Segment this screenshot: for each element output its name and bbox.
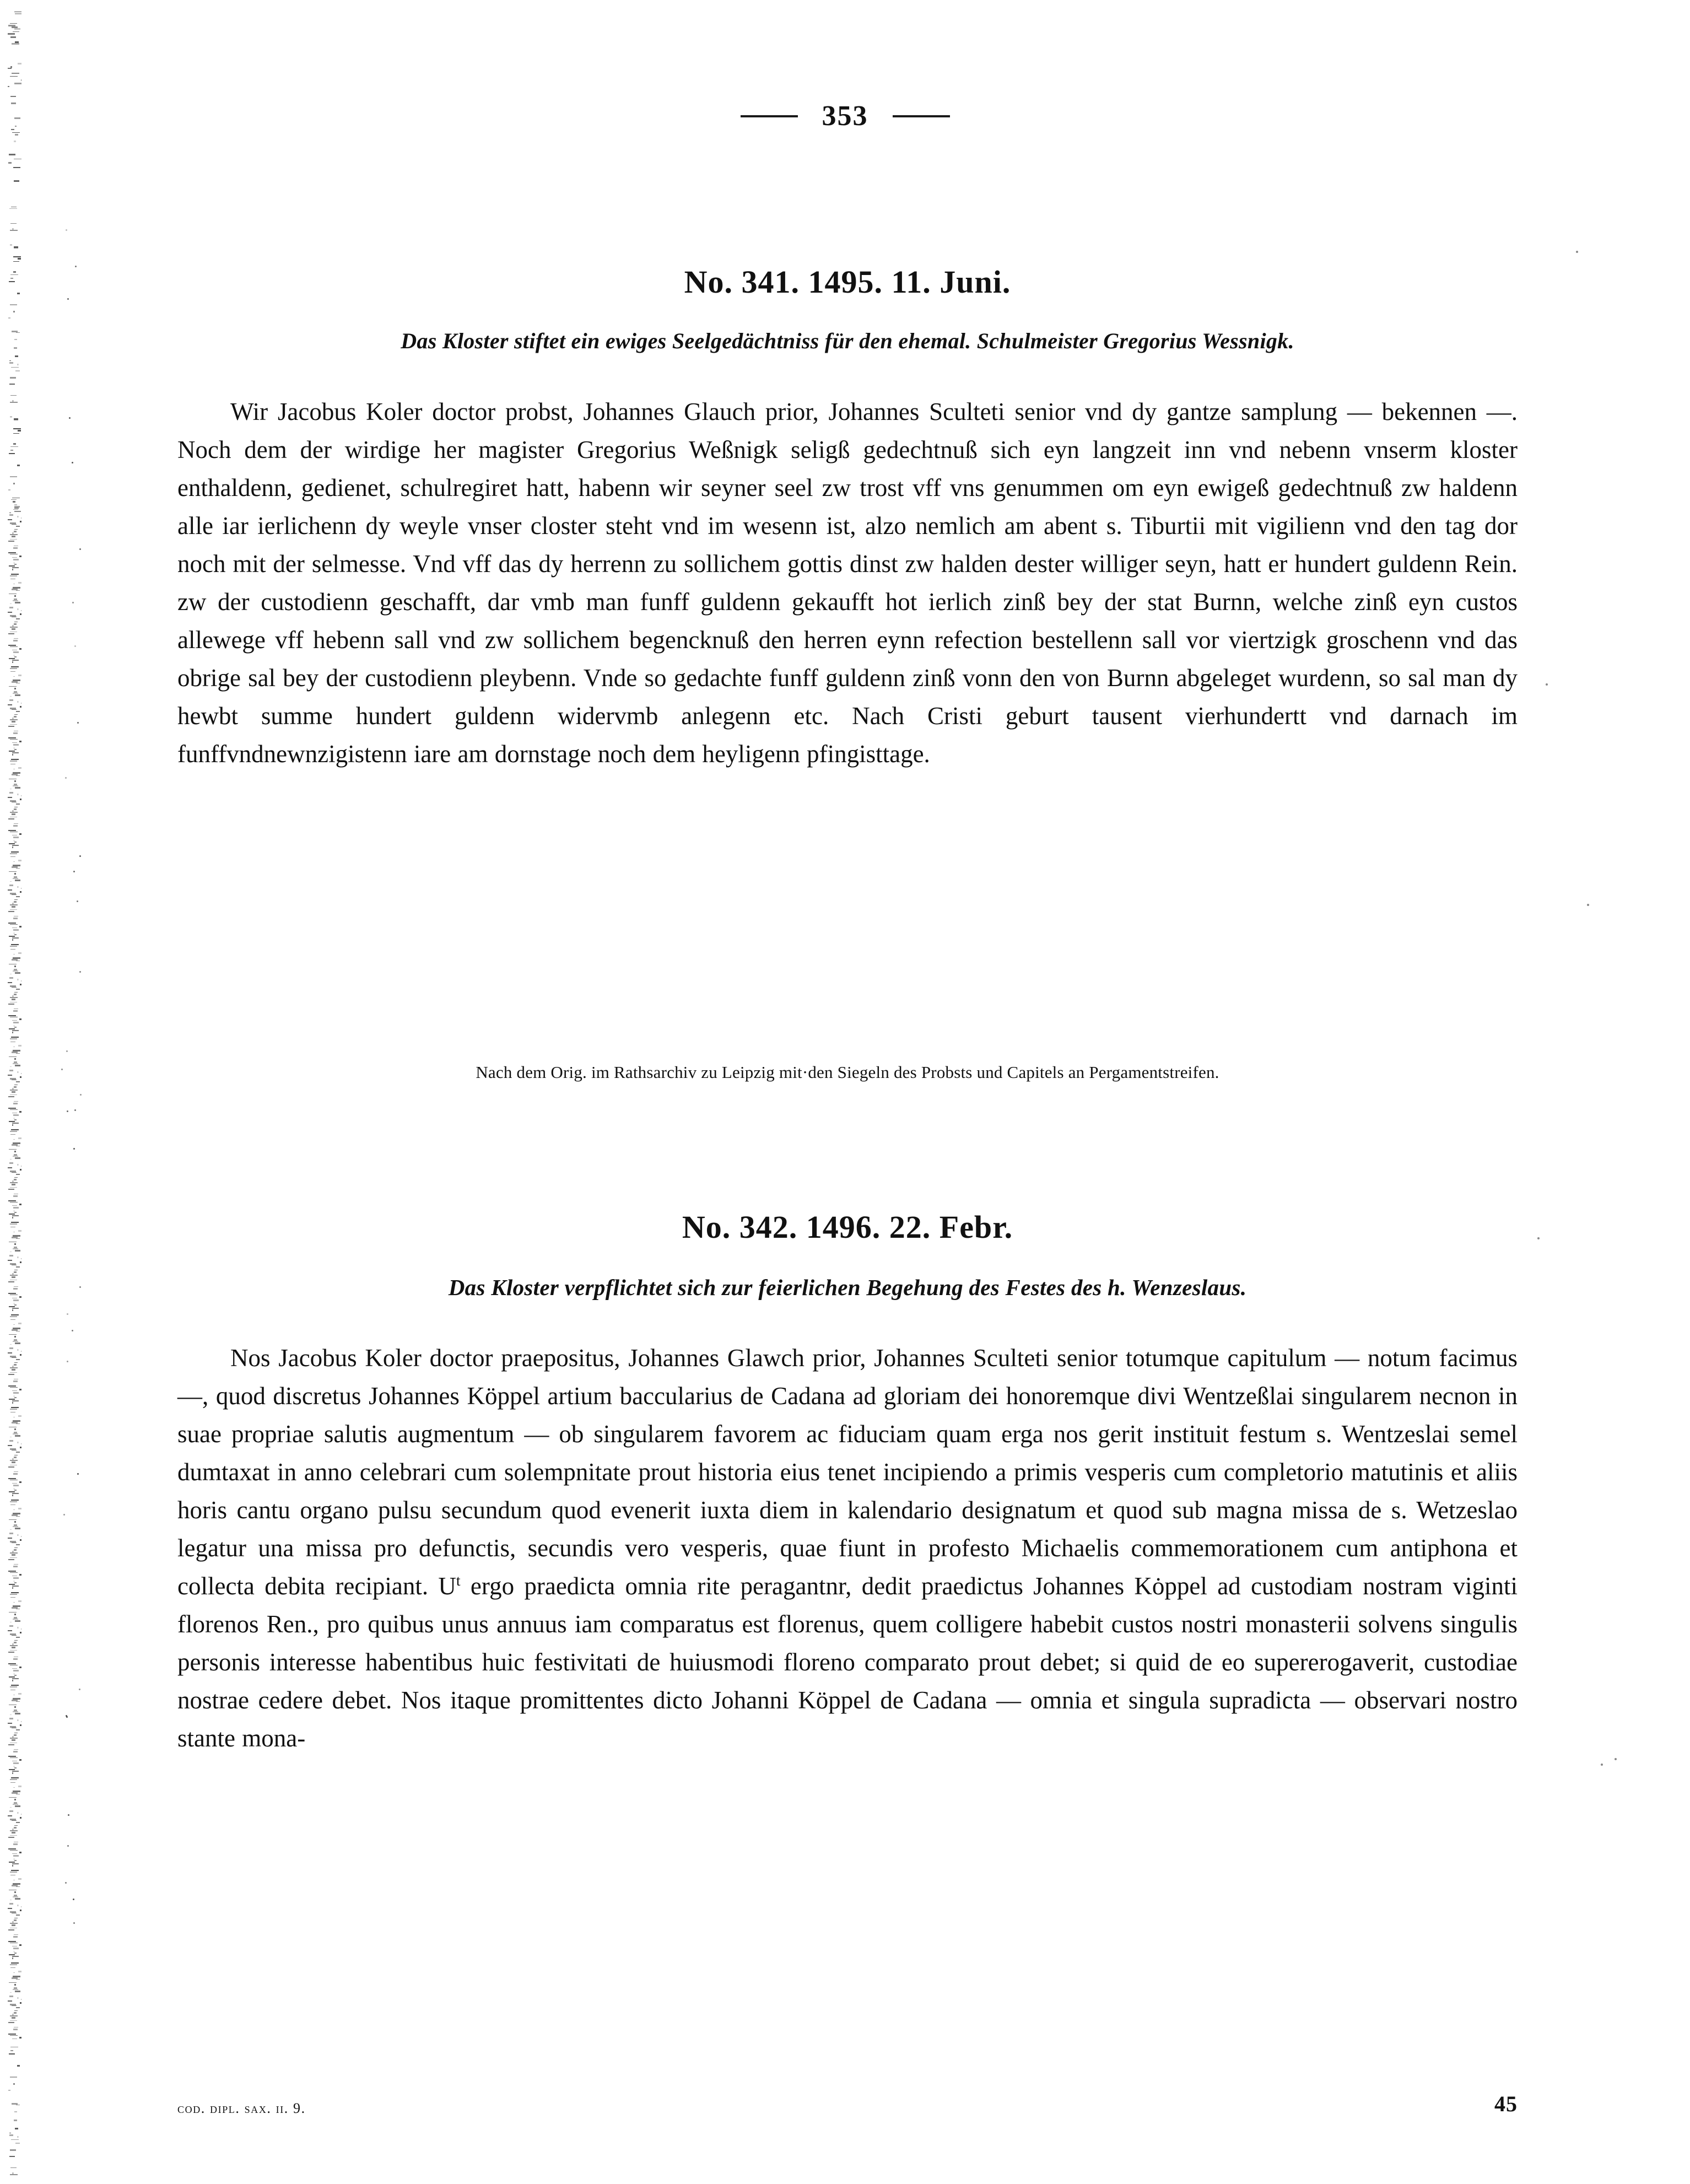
sheet-number: 45 bbox=[1494, 2091, 1518, 2116]
scan-speck bbox=[1576, 251, 1578, 253]
running-head bbox=[0, 102, 1690, 131]
entry-341-body: Wir Jacobus Koler doctor probst, Johannes Glauch prior, Johannes Sculteti senior vnd dy gantze samplung — bekennen —. Noch dem der wirdige her magister Gregorius Weßnigk seligß gedechtnuß sich eyn langzeit inn vnd nebenn vnserm kloster enthaldenn, gedienet, schulregiret hatt, habenn wir seyner seel zw trost vff vns genummen om eyn ewigeß gedechtnuß zw haldenn alle iar ierlichenn dy weyle vnser closter steht vnd im wesenn ist, alzo nemlich am abent s. Tiburtii mit vigilienn vnd den tag dor noch mit der selmesse. Vnd vff das dy herrenn zu sollichem gottis dinst zw halden dester williger seyn, hatt er hundert guldenn Rein. zw der custodienn geschafft, dar vmb man funff guldenn gekaufft hot ierlich zinß bey der stat Burnn, welche zinß eyn custos allewege vff hebenn sall vnd zw sollichem begencknuß den herren eynn refection bestellenn sall vor viertzigk groschenn vnd das obrige sal bey der custodienn pleybenn. Vnde so gedachte funff guldenn zinß vonn den von Burnn abgeleget wurdenn, so sal man dy hewbt summe hundert guldenn widervmb anlegenn etc. Nach Cristi geburt tausent vierhundertt vnd darnach im funffvndnewnzigistenn iare am dornstage noch dem heyligenn pfingisttage. bbox=[177, 398, 1518, 768]
entry-342-body-wrap bbox=[177, 1339, 1518, 1757]
scan-speck bbox=[1546, 683, 1548, 686]
entry-342-title: No. 342. 1496. 22. Febr. bbox=[682, 1209, 1013, 1245]
entry-341-body-wrap bbox=[177, 393, 1518, 773]
rule-dash-right bbox=[893, 115, 950, 117]
scan-speck bbox=[1615, 1758, 1617, 1760]
scan-speck bbox=[1601, 1764, 1603, 1766]
scan-speck bbox=[1537, 1237, 1540, 1239]
rule-dash-left bbox=[741, 115, 798, 117]
entry-342-body-part-2: ergo praedicta omnia rite peragantnr, dedit praedictus Johannes Kȯppel ad custodiam nostram viginti florenos Ren., pro quibus unus annuus iam comparatus est florenus, quem colligere habebit custos nostri monasterii solvens singulis personis interesse habentibus huic festivitati de huiusmodi floreno comparato prout debet; si quid de eo supererogaverit, custodiae nostrae cedere debet. Nos itaque promittentes dicto Johanni Köppel de Cadana — omnia et singula supradicta — observari nostro stante mona- bbox=[177, 1572, 1518, 1752]
entry-341-source-wrap bbox=[177, 1061, 1518, 1084]
signature-mark: cod. dipl. sax. ii. 9. bbox=[177, 2100, 306, 2116]
entry-341 bbox=[177, 265, 1518, 300]
entry-342-subtitle: Das Kloster verpflichtet sich zur feierlichen Begehung des Festes des h. Wenzeslaus. bbox=[448, 1275, 1247, 1300]
abbreviation-superscript: t bbox=[456, 1572, 461, 1589]
page-folio-number: 353 bbox=[822, 100, 868, 132]
entry-342-subtitle-wrap bbox=[177, 1274, 1518, 1301]
entry-341-subtitle-wrap bbox=[177, 328, 1518, 354]
entry-342 bbox=[177, 1210, 1518, 1245]
page-footer bbox=[177, 2091, 1518, 2117]
entry-341-source-note: Nach dem Orig. im Rathsarchiv zu Leipzig mit·den Siegeln des Probsts und Capitels an Pergamentstreifen. bbox=[476, 1063, 1219, 1082]
entry-342-body bbox=[177, 1339, 1518, 1757]
entry-341-subtitle: Das Kloster stiftet ein ewiges Seelgedächtniss für den ehemal. Schulmeister Gregorius Wessnigk. bbox=[401, 328, 1294, 353]
scan-edge-artifact bbox=[8, 0, 22, 2184]
scan-speckle-artifact bbox=[61, 110, 83, 2094]
scan-speck bbox=[1587, 904, 1589, 906]
entry-342-body-part-1: Nos Jacobus Koler doctor praepositus, Johannes Glawch prior, Johannes Sculteti senior totumque capitulum — notum facimus —, quod discretus Johannes Köppel artium baccularius de Cadana ad gloriam dei honoremque divi Wentzeßlai singularem necnon in suae propriae salutis augmentum — ob singularem favorem ac fiduciam quam erga nos gerit instituit festum s. Wentzeslai semel dumtaxat in anno celebrari cum solempnitate prout historia eius tenet incipiendo a primis vesperis cum completorio matutinis et aliis horis cantu organo pulsu secundum quod evenerit iuxta diem in kalendario designatum et quod sub magna missa de s. Wetzeslao legatur una missa pro defunctis, secundis vero vesperis, quae fiunt in profesto Michaelis commemorationem cum antiphona et collecta debita recipiant. U bbox=[177, 1344, 1518, 1600]
entry-341-title: No. 341. 1495. 11. Juni. bbox=[684, 264, 1011, 300]
